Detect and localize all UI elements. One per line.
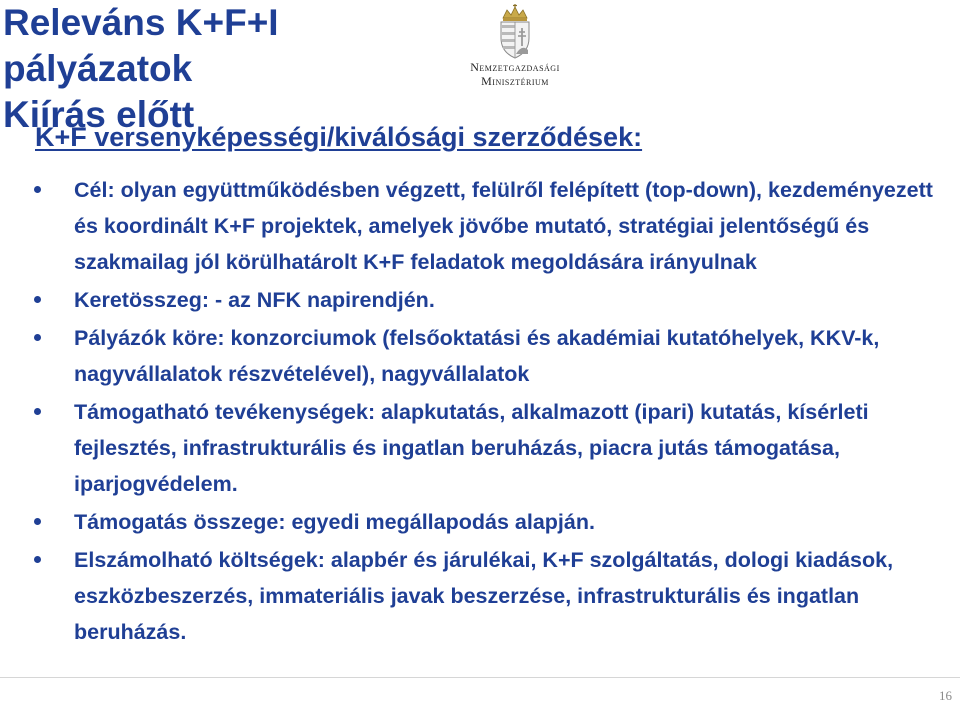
bullet-text: Keretösszeg: - az NFK napirendjén. [74, 288, 435, 312]
bullet-text: Elszámolható költségek: alapbér és járulékai, K+F szolgáltatás, dologi kiadások, eszközbeszerzés, immateriális javak beszerzése, infrastrukturális és ingatlan beruházás. [74, 548, 894, 644]
bullet-dot-icon [34, 296, 41, 303]
title-line-2: Kiírás előtt [3, 94, 195, 135]
page-number: 16 [939, 688, 952, 703]
bullet-text: Támogatható tevékenységek: alapkutatás, alkalmazott (ipari) kutatás, kísérleti fejlesztés, infrastrukturális és ingatlan beruházás, piacra jutás támogatása, iparjogvédelem. [74, 400, 869, 496]
footer-divider [0, 677, 960, 678]
bullet-text: Pályázók köre: konzorciumok (felsőoktatási és akadémiai kutatóhelyek, KKV-k, nagyvállalatok részvételével), nagyvállalatok [74, 326, 880, 386]
bullet-text: Támogatás összege: egyedi megállapodás alapján. [74, 510, 595, 534]
ministry-logo [430, 4, 600, 94]
bullet-dot-icon [34, 556, 41, 563]
section-heading: K+F versenyképességi/kiválósági szerződések: [35, 122, 643, 152]
list-item [32, 542, 937, 650]
list-item [32, 320, 937, 392]
list-item [32, 394, 937, 502]
bullet-dot-icon [34, 334, 41, 341]
ministry-name-line-1: Nemzetgazdasági [470, 60, 560, 74]
hungarian-coat-of-arms-icon [493, 4, 537, 60]
bullet-dot-icon [34, 186, 41, 193]
list-item [32, 504, 937, 540]
bullet-dot-icon [34, 408, 41, 415]
bullet-dot-icon [34, 518, 41, 525]
list-item [32, 282, 937, 318]
list-item [32, 172, 937, 280]
slide-title [3, 0, 473, 138]
bullet-text: Cél: olyan együttműködésben végzett, felülről felépített (top-down), kezdeményezett és koordinált K+F projektek, amelyek jövőbe mutató, stratégiai jelentőségű és szakmailag jól körülhatárolt K+F feladatok megoldására irányulnak [74, 178, 933, 274]
title-line-1: Releváns K+F+I pályázatok [3, 2, 279, 89]
bullet-list [32, 172, 937, 652]
ministry-name-line-2: Minisztérium [481, 74, 549, 88]
